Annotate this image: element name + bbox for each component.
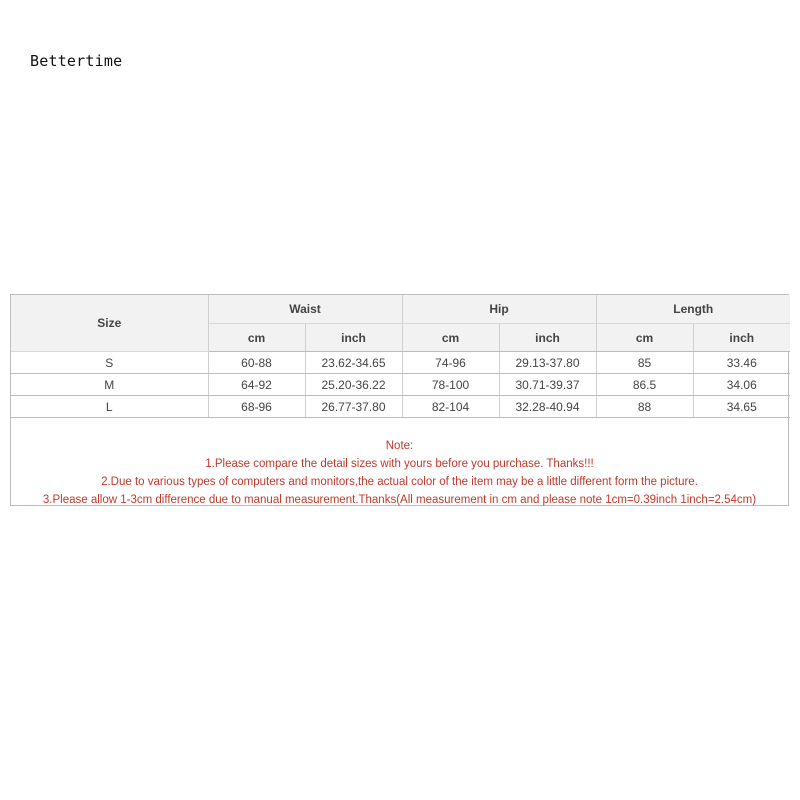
hip-cm-cell: 78-100 <box>402 374 499 396</box>
waist-cm-cell: 64-92 <box>208 374 305 396</box>
size-chart <box>10 294 789 506</box>
table-row <box>11 374 790 396</box>
note-line: 2.Due to various types of computers and monitors,the actual color of the item may be a little different form the picture. <box>101 476 698 488</box>
hip-cm-header: cm <box>402 324 499 352</box>
size-cell: L <box>11 396 208 418</box>
table-row <box>11 352 790 374</box>
hip-inch-header: inch <box>499 324 596 352</box>
waist-header: Waist <box>208 295 402 324</box>
table-row <box>11 396 790 418</box>
length-inch-cell: 34.06 <box>693 374 790 396</box>
hip-inch-cell: 30.71-39.37 <box>499 374 596 396</box>
length-cm-cell: 86.5 <box>596 374 693 396</box>
waist-cm-cell: 60-88 <box>208 352 305 374</box>
hip-header: Hip <box>402 295 596 324</box>
brand-name: Bettertime <box>30 52 123 70</box>
waist-inch-cell: 23.62-34.65 <box>305 352 402 374</box>
waist-cm-cell: 68-96 <box>208 396 305 418</box>
notes-title: Note: <box>385 440 414 452</box>
waist-inch-header: inch <box>305 324 402 352</box>
length-inch-header: inch <box>693 324 790 352</box>
length-cm-cell: 88 <box>596 396 693 418</box>
hip-cm-cell: 74-96 <box>402 352 499 374</box>
waist-inch-cell: 25.20-36.22 <box>305 374 402 396</box>
waist-cm-header: cm <box>208 324 305 352</box>
length-cm-header: cm <box>596 324 693 352</box>
length-inch-cell: 34.65 <box>693 396 790 418</box>
size-cell: M <box>11 374 208 396</box>
note-line: 3.Please allow 1-3cm difference due to manual measurement.Thanks(All measurement in cm and please note 1cm=0.39inch 1inch=2.54cm) <box>42 494 757 506</box>
hip-inch-cell: 29.13-37.80 <box>499 352 596 374</box>
hip-inch-cell: 32.28-40.94 <box>499 396 596 418</box>
hip-cm-cell: 82-104 <box>402 396 499 418</box>
note-line: 1.Please compare the detail sizes with yours before you purchase. Thanks!!! <box>205 458 594 470</box>
size-table <box>11 295 790 418</box>
length-cm-cell: 85 <box>596 352 693 374</box>
length-inch-cell: 33.46 <box>693 352 790 374</box>
waist-inch-cell: 26.77-37.80 <box>305 396 402 418</box>
size-header: Size <box>11 295 208 352</box>
size-cell: S <box>11 352 208 374</box>
length-header: Length <box>596 295 790 324</box>
notes-section <box>11 418 788 509</box>
